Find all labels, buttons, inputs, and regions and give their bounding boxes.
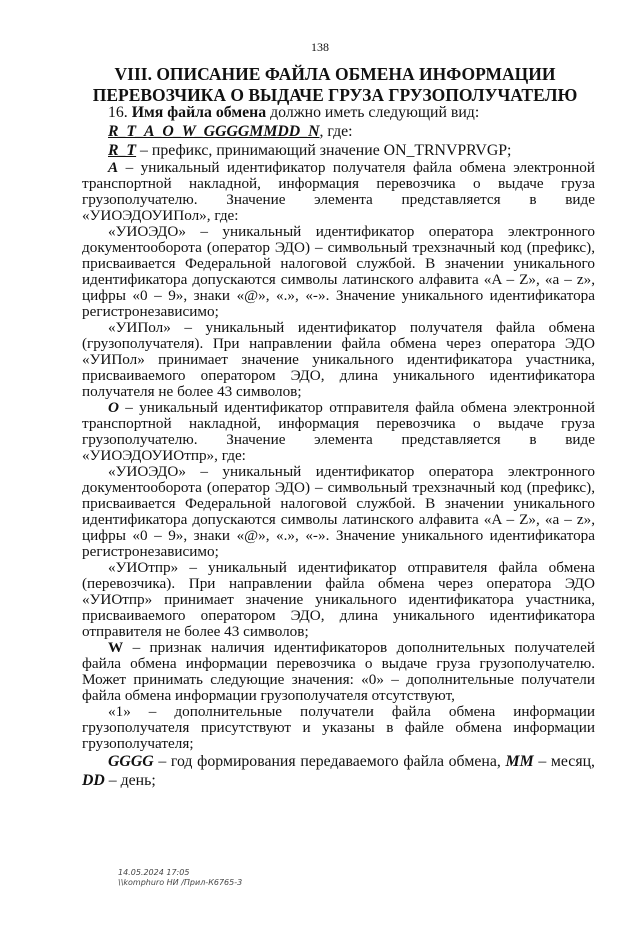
year-text: – год формирования передаваемого файла обмена, bbox=[153, 753, 506, 770]
uiotpr-definition: «УИОтпр» – уникальный идентификатор отправителя файла обмена (перевозчика). При направлении файла обмена через оператора ЭДО «УИОтпр» принимает значение уникального идентификатора участника, присваиваемого оператором ЭДО, длина уникального идентификатора отправителя не более 43 символов; bbox=[82, 559, 595, 640]
section-title-line1: VIII. ОПИСАНИЕ ФАЙЛА ОБМЕНА ИНФОРМАЦИИ bbox=[114, 64, 556, 84]
uioedo-definition-1: «УИОЭДО» – уникальный идентификатор оператора электронного документооборота (оператор ЭДО) – символьный трехзначный код (префикс), присваивается Федеральной налоговой службой. В значении уникального идентификатора допускаются символы латинского алфавита «A – Z», «a – z», цифры «0 – 9», знаки «@», «.», «-». Значение уникального идентификатора регистронезависимо; bbox=[82, 223, 595, 320]
w-text: – признак наличия идентификаторов дополнительных получателей файла обмена информации перевозчика о выдаче груза грузополучателю. Может принимать следующие значения: «0» – дополнительные получатели файла обмена информации грузополучателя отсутствуют, bbox=[82, 639, 595, 704]
print-stamp bbox=[118, 868, 242, 888]
stamp-date: 14.05.2024 17:05 bbox=[118, 868, 190, 877]
filename-pattern-code: R_T_A_O_W_GGGGMMDD_N bbox=[108, 123, 320, 140]
o-code: O bbox=[108, 399, 119, 416]
month-text: – месяц, bbox=[533, 753, 595, 770]
page-number: 138 bbox=[311, 40, 329, 54]
clause-16 bbox=[82, 103, 595, 122]
document-body bbox=[82, 103, 595, 790]
date-definition bbox=[82, 752, 595, 790]
prefix-text: – префикс, принимающий значение ON_TRNVPRVGP; bbox=[136, 142, 512, 159]
w-definition bbox=[82, 640, 595, 704]
day-code: DD bbox=[82, 772, 105, 789]
o-definition bbox=[82, 400, 595, 464]
month-code: MM bbox=[505, 753, 534, 770]
year-code: GGGG bbox=[108, 753, 154, 770]
prefix-definition bbox=[82, 141, 595, 160]
w-code: W bbox=[108, 639, 124, 656]
w-value-one: «1» – дополнительные получатели файла обмена информации грузополучателя присутствуют и указаны в файле обмена информации грузополучателя; bbox=[82, 703, 595, 752]
filename-pattern bbox=[82, 122, 595, 141]
section-title-line2: ПЕРЕВОЗЧИКА О ВЫДАЧЕ ГРУЗА ГРУЗОПОЛУЧАТЕЛЮ bbox=[92, 85, 578, 105]
prefix-code: R_T bbox=[108, 142, 137, 159]
clause-text: должно иметь следующий вид: bbox=[266, 104, 480, 121]
a-code: A bbox=[108, 159, 119, 176]
day-text: – день; bbox=[104, 772, 156, 789]
uipol-definition: «УИПол» – уникальный идентификатор получателя файла обмена (грузополучателя). При направлении файла обмена через оператора ЭДО «УИПол» принимает значение уникального идентификатора участника, присваиваемого оператором ЭДО, длина уникального идентификатора получателя не более 43 символов; bbox=[82, 319, 595, 400]
clause-number: 16. bbox=[108, 104, 128, 121]
clause-term: Имя файла обмена bbox=[131, 104, 267, 121]
a-definition bbox=[82, 160, 595, 224]
section-title bbox=[70, 64, 600, 106]
a-text: – уникальный идентификатор получателя файла обмена электронной транспортной накладной, информация перевозчика о выдаче груза грузополучателю. Значение элемента представляется в виде «УИОЭДОУИПол», где: bbox=[82, 159, 595, 224]
uioedo-definition-2: «УИОЭДО» – уникальный идентификатор оператора электронного документооборота (оператор ЭДО) – символьный трехзначный код (префикс), присваивается Федеральной налоговой службой. В значении уникального идентификатора допускаются символы латинского алфавита «A – Z», «a – z», цифры «0 – 9», знаки «@», «.», «-». Значение уникального идентификатора регистронезависимо; bbox=[82, 463, 595, 560]
stamp-path: \\komphuro НИ /Прил-К6765-3 bbox=[118, 878, 243, 887]
o-text: – уникальный идентификатор отправителя файла обмена электронной транспортной накладной, информация перевозчика о выдаче груза грузополучателю. Значение элемента представляется в виде «УИОЭДОУИОтпр», где: bbox=[82, 399, 595, 464]
filename-pattern-text: , где: bbox=[319, 123, 353, 140]
